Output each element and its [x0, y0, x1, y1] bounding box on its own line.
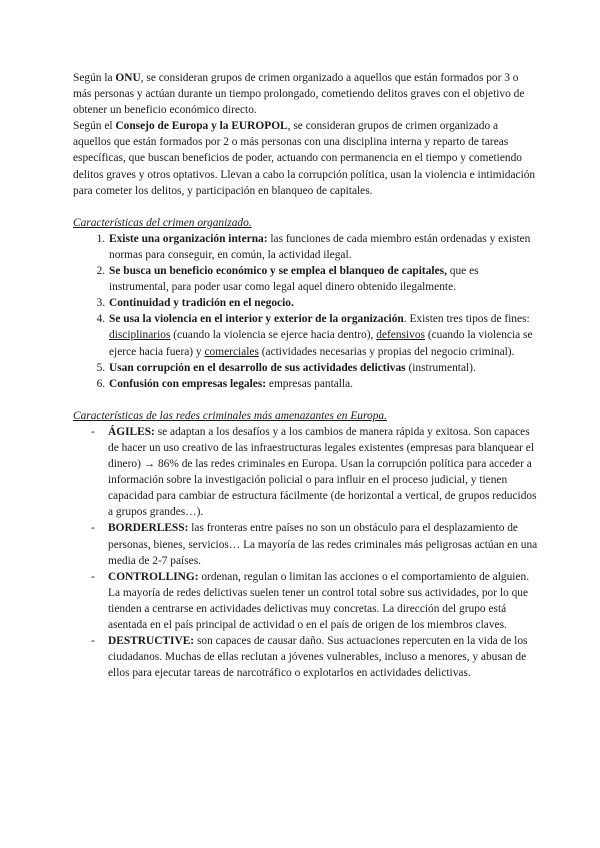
characteristics-list — [73, 231, 538, 392]
list-item — [108, 231, 538, 263]
violence-type-defensivos: defensivos — [376, 329, 425, 342]
list-item — [108, 376, 538, 392]
item-bold: BORDERLESS: — [108, 522, 189, 535]
item-bold: Se busca un beneficio económico y se emplea el blanqueo de capitales, — [109, 265, 447, 278]
list-item — [91, 569, 538, 633]
item-bold: Usan corrupción en el desarrollo de sus actividades delictivas — [109, 361, 406, 374]
item-text: se adaptan a los desafíos y a los cambios de manera rápida y exitosa. Son capaces de hacer un uso creativo de las infraestructuras legales existentes (empresas para blanquear el dinero) → 86% de las redes criminales en Europa. Usan la corrupción política para acceder a información sobre la investigación policial o para influir en el proceso judicial, y tienen capacidad para cambiar de estructura fácilmente (de horizontal a vertical, de grupos reducidos a grupos grandes…). — [108, 425, 537, 519]
violence-type-disciplinarios: disciplinarios — [109, 329, 171, 342]
item-text: que es instrumental, para poder usar como legal aquel dinero obtenido ilegalmente. — [109, 265, 479, 294]
intro-bold-onu: ONU — [115, 72, 141, 84]
item-text: (cuando la violencia se ejerce hacia dentro), — [170, 329, 377, 342]
intro-bold-europol: Consejo de Europa y la EUROPOL — [115, 120, 288, 133]
item-bold: Continuidad y tradición en el negocio. — [109, 297, 294, 310]
list-item — [108, 295, 538, 311]
networks-list — [73, 424, 538, 682]
item-text: ordenan, regulan o limitan las acciones o el comportamiento de alguien. La mayoría de redes delictivas suelen tener un control total sobre sus actividades, por lo que tienden a centrarse en actividades delictivas muy concretas. La dirección del grupo está asentada en el país principal de actividad o en el país de origen de los miembros claves. — [108, 570, 530, 631]
list-item — [108, 263, 538, 295]
dash-bullet: - — [91, 425, 95, 438]
intro-text: , se consideran grupos de crimen organizado a aquellos que están formados por 2 o más personas con una disciplina interna y reparto de tareas específicas, que buscan beneficios de poder, actuando con permanencia en el tiempo y cometiendo delitos graves y otros optativos. Llevan a cabo la corrupción política, usan la violencia e intimidación para cometer los delitos, y participación en blanqueo de capitales. — [73, 120, 536, 197]
violence-type-comerciales: comerciales — [204, 345, 259, 358]
list-item — [91, 633, 538, 681]
item-text: . Existen tres tipos de fines: — [403, 313, 530, 326]
item-text: (actividades necesarias y propias del negocio criminal). — [258, 345, 515, 358]
item-bold: ÁGILES: — [108, 425, 155, 438]
intro-paragraph-onu — [73, 70, 538, 118]
intro-text: , se consideran grupos de crimen organizado a aquellos que están formados por 3 o más personas y actúan durante un tiempo prolongado, cometiendo delitos graves con el objetivo de obtener un beneficio económico directo. — [73, 72, 525, 117]
item-text: (instrumental). — [405, 361, 476, 374]
intro-text: Según la — [73, 72, 116, 84]
intro-text: Según el — [73, 120, 116, 133]
item-bold: Confusión con empresas legales: — [109, 377, 267, 390]
item-bold: CONTROLLING: — [108, 570, 199, 583]
item-text: las funciones de cada miembro están ordenadas y existen normas para conseguir, en común, la actividad ilegal. — [109, 232, 531, 261]
list-item — [91, 520, 538, 568]
item-bold: DESTRUCTIVE: — [108, 635, 195, 648]
item-bold: Existe una organización interna: — [109, 232, 268, 245]
item-text: (cuando la violencia se ejerce hacia fuera) y — [109, 329, 533, 358]
item-bold: Se usa la violencia en el interior y exterior de la organización — [109, 313, 404, 326]
list-item — [91, 424, 538, 521]
section-heading-crimen-organizado: Características del crimen organizado. — [73, 216, 252, 229]
list-item — [108, 360, 538, 376]
dash-bullet: - — [91, 635, 95, 648]
item-text: empresas pantalla. — [266, 377, 354, 390]
item-text: las fronteras entre países no son un obstáculo para el desplazamiento de personas, bienes, servicios… La mayoría de las redes criminales más peligrosas actúan en una media de 2-7 países. — [108, 522, 538, 567]
dash-bullet: - — [91, 522, 95, 535]
item-text: son capaces de causar daño. Sus actuaciones repercuten en la vida de los ciudadanos. Muchas de ellas reclutan a jóvenes vulnerables, incluso a menores, y abusan de ellos para ejecutar tareas de narcotráfico o explotarlos en actividades delictivas. — [108, 635, 528, 680]
dash-bullet: - — [91, 570, 95, 583]
intro-paragraph-europol — [73, 118, 538, 198]
section-heading-redes-criminales: Características de las redes criminales más amenazantes en Europa. — [73, 409, 387, 422]
list-item — [108, 311, 538, 359]
